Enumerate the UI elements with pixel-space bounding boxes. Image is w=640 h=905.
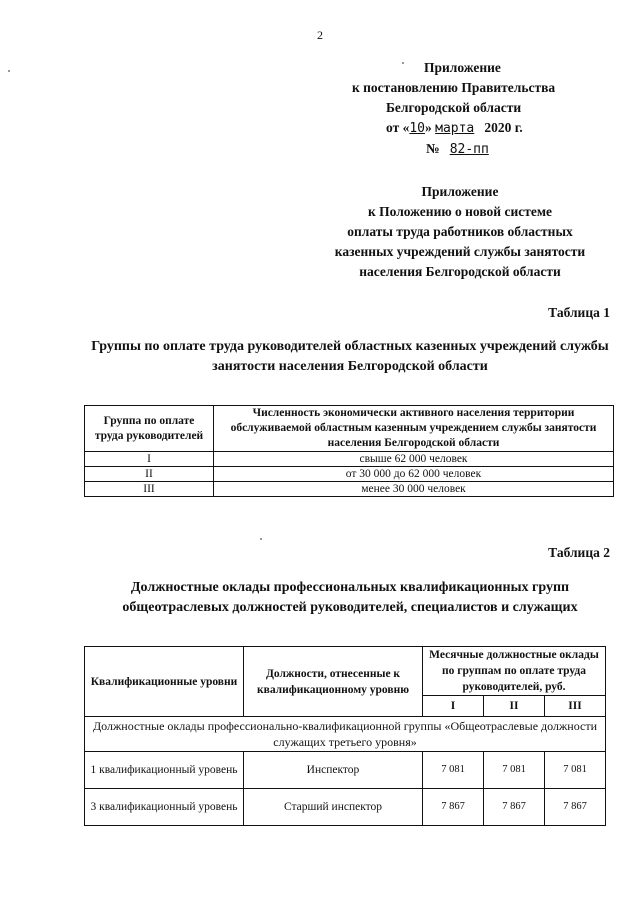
scan-speck bbox=[8, 70, 10, 72]
table-row bbox=[85, 467, 614, 482]
table-row bbox=[85, 482, 614, 497]
appendix-line: к постановлению Правительства bbox=[352, 80, 556, 95]
column-header-group: Группа по оплате труда руководителей bbox=[85, 406, 214, 452]
appendix-title: Приложение bbox=[421, 184, 499, 199]
cell-population: свыше 62 000 человек bbox=[214, 452, 614, 467]
cell-group: III bbox=[85, 482, 214, 497]
column-header-levels: Квалификационные уровни bbox=[85, 647, 244, 717]
page-number: 2 bbox=[317, 28, 323, 42]
table-header-row bbox=[85, 406, 614, 452]
appendix-line: населения Белгородской области bbox=[359, 264, 561, 279]
decree-date bbox=[330, 118, 580, 139]
appendix-title: Приложение bbox=[424, 60, 501, 75]
cell-salary-iii: 7 081 bbox=[545, 752, 606, 789]
date-day: 10 bbox=[409, 121, 425, 136]
table-header-row bbox=[85, 647, 606, 696]
cell-salary-ii: 7 081 bbox=[484, 752, 545, 789]
table-row bbox=[85, 789, 606, 826]
table-row bbox=[85, 452, 614, 467]
number-value: 82-пп bbox=[449, 142, 489, 157]
cell-salary-ii: 7 867 bbox=[484, 789, 545, 826]
column-header-salaries: Месячные должностные оклады по группам по оплате труда руководителей, руб. bbox=[423, 647, 606, 696]
column-header-group-ii: II bbox=[484, 696, 545, 717]
table1-title: Группы по оплате труда руководителей областных казенных учреждений службы занятости населения Белгородской области bbox=[91, 339, 609, 374]
decree-number bbox=[330, 139, 580, 160]
date-month: марта bbox=[435, 121, 475, 136]
date-prefix: от « bbox=[386, 120, 410, 135]
cell-group: I bbox=[85, 452, 214, 467]
table2-label: Таблица 2 bbox=[548, 545, 610, 560]
appendix-government-decree bbox=[330, 58, 580, 160]
appendix-line: оплаты труда работников областных bbox=[347, 224, 573, 239]
column-header-population: Численность экономически активного населения территории обслуживаемой областным казенным учреждением службы занятости населения Белгородской области bbox=[214, 406, 614, 452]
cell-population: менее 30 000 человек bbox=[214, 482, 614, 497]
appendix-line: к Положению о новой системе bbox=[367, 204, 553, 219]
cell-salary-i: 7 867 bbox=[423, 789, 484, 826]
cell-salary-i: 7 081 bbox=[423, 752, 484, 789]
column-header-positions: Должности, отнесенные к квалификационному уровню bbox=[244, 647, 423, 717]
section-header: Должностные оклады профессионально-квалификационной группы «Общеотраслевые должности служащих третьего уровня» bbox=[85, 717, 606, 752]
scan-speck bbox=[402, 62, 404, 64]
table2-title: Должностные оклады профессиональных квалификационных групп общеотраслевых должностей руководителей, специалистов и служащих bbox=[122, 580, 578, 615]
section-row bbox=[85, 717, 606, 752]
number-prefix: № bbox=[426, 141, 440, 156]
cell-group: II bbox=[85, 467, 214, 482]
cell-population: от 30 000 до 62 000 человек bbox=[214, 467, 614, 482]
cell-position: Инспектор bbox=[244, 752, 423, 789]
table1-label: Таблица 1 bbox=[548, 305, 610, 320]
appendix-line: Белгородской области bbox=[386, 100, 522, 115]
cell-level: 3 квалификационный уровень bbox=[85, 789, 244, 826]
pay-groups-table bbox=[84, 405, 614, 497]
date-mid: » bbox=[425, 120, 432, 135]
table-row bbox=[85, 752, 606, 789]
cell-salary-iii: 7 867 bbox=[545, 789, 606, 826]
scan-speck bbox=[260, 538, 262, 540]
appendix-line: казенных учреждений службы занятости bbox=[334, 244, 586, 259]
date-year: 2020 г. bbox=[484, 120, 523, 135]
cell-level: 1 квалификационный уровень bbox=[85, 752, 244, 789]
appendix-regulation bbox=[300, 182, 620, 282]
salaries-table bbox=[84, 646, 606, 826]
column-header-group-i: I bbox=[423, 696, 484, 717]
column-header-group-iii: III bbox=[545, 696, 606, 717]
cell-position: Старший инспектор bbox=[244, 789, 423, 826]
